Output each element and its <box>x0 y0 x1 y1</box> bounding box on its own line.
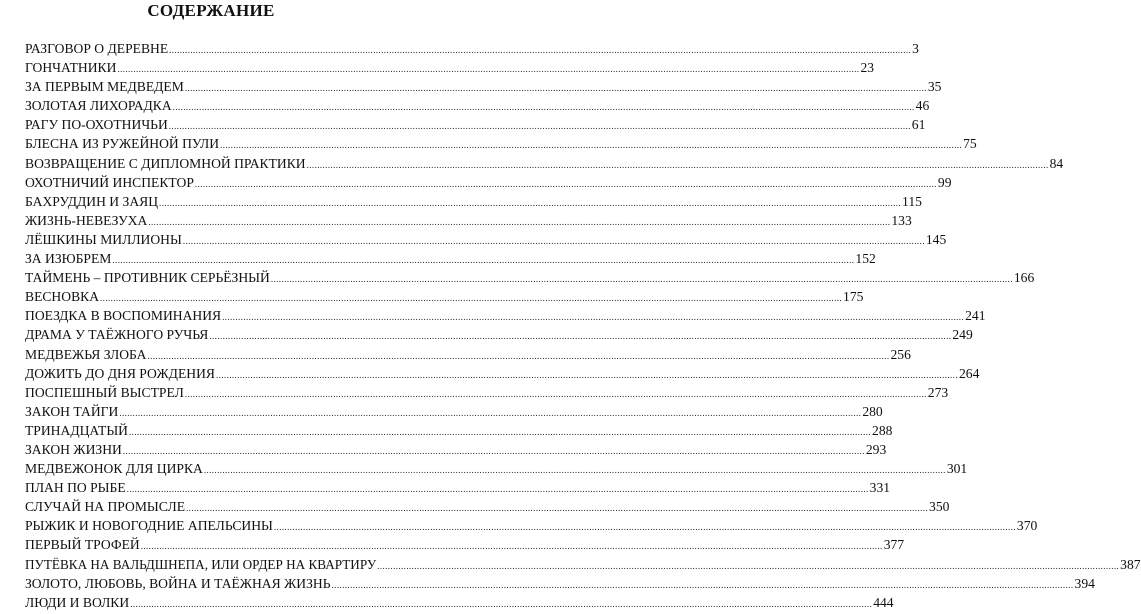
toc-entry <box>25 325 973 344</box>
toc-entry-page-number: 370 <box>1016 518 1038 534</box>
toc-entry <box>25 211 912 230</box>
toc-entry-title: ПОСПЕШНЫЙ ВЫСТРЕЛ <box>25 384 184 400</box>
toc-entry-title: ЖИЗНЬ-НЕВЕЗУХА <box>25 212 148 228</box>
toc-entry-page-number: 35 <box>927 79 942 95</box>
toc-dot-leader <box>220 136 962 155</box>
toc-entry <box>25 230 947 249</box>
toc-entry-page-number: 84 <box>1049 155 1064 171</box>
toc-entry <box>25 77 942 96</box>
toc-dot-leader <box>123 442 865 461</box>
toc-entry <box>25 58 875 77</box>
toc-entry-title: ЗА ПЕРВЫМ МЕДВЕДЕМ <box>25 79 184 95</box>
toc-entry-page-number: 444 <box>873 594 894 610</box>
toc-entry-page-number: 387 <box>1120 556 1141 572</box>
toc-entry <box>25 268 1035 287</box>
toc-dot-leader <box>159 194 901 213</box>
toc-dot-leader <box>173 98 915 117</box>
toc-entry-page-number: 293 <box>865 441 887 457</box>
toc-dot-leader <box>185 385 927 404</box>
toc-entry <box>25 593 894 612</box>
toc-dot-leader <box>130 595 872 614</box>
toc-entry-page-number: 331 <box>869 480 891 496</box>
toc-entry <box>25 39 919 58</box>
toc-entry-title: ЗАКОН ТАЙГИ <box>25 403 119 419</box>
toc-entry <box>25 249 876 268</box>
toc-dot-leader <box>377 557 1119 576</box>
toc-entry-page-number: 394 <box>1074 575 1095 591</box>
toc-entry-page-number: 301 <box>946 461 968 477</box>
toc-entry <box>25 383 949 402</box>
toc-dot-leader <box>148 213 890 232</box>
toc-entry <box>25 154 1064 173</box>
toc-entry-title: ТАЙМЕНЬ – ПРОТИВНИК СЕРЬЁЗНЫЙ <box>25 270 270 286</box>
toc-entry-page-number: 350 <box>929 499 950 515</box>
toc-entry <box>25 478 891 497</box>
toc-entry-title: РАГУ ПО-ОХОТНИЧЬИ <box>25 117 168 133</box>
toc-entry-title: ПЛАН ПО РЫБЕ <box>25 480 126 496</box>
toc-dot-leader <box>271 270 1013 289</box>
toc-dot-leader <box>127 480 869 499</box>
toc-entry-page-number: 241 <box>965 308 986 324</box>
toc-dot-leader <box>209 327 951 346</box>
toc-entry-title: ДОЖИТЬ ДО ДНЯ РОЖДЕНИЯ <box>25 365 215 381</box>
toc-entry <box>25 173 952 192</box>
toc-entry-page-number: 133 <box>891 212 912 228</box>
toc-entry-page-number: 61 <box>911 117 926 133</box>
toc-entry <box>25 192 922 211</box>
toc-entry <box>25 306 986 325</box>
toc-dot-leader <box>129 423 871 442</box>
toc-entry <box>25 364 980 383</box>
toc-dot-leader <box>216 366 958 385</box>
toc-entry <box>25 287 864 306</box>
toc-entry <box>25 555 1141 574</box>
toc-entry <box>25 402 883 421</box>
toc-entry-page-number: 145 <box>925 231 947 247</box>
toc-entry-title: ЛЮДИ И ВОЛКИ <box>25 594 130 610</box>
toc-entry-title: РЫЖИК И НОВОГОДНИЕ АПЕЛЬСИНЫ <box>25 518 273 534</box>
toc-entry-title: ПЕРВЫЙ ТРОФЕЙ <box>25 537 140 553</box>
toc-entry-page-number: 3 <box>912 41 919 56</box>
toc-entry <box>25 459 968 478</box>
toc-entry-title: РАЗГОВОР О ДЕРЕВНЕ <box>25 41 169 56</box>
toc-entry <box>25 497 950 516</box>
toc-entry-title: ВЕСНОВКА <box>25 289 100 305</box>
toc-dot-leader <box>185 79 927 98</box>
toc-entry-title: СЛУЧАЙ НА ПРОМЫСЛЕ <box>25 499 186 515</box>
toc-entry-title: ПУТЁВКА НА ВАЛЬДШНЕПА, ИЛИ ОРДЕР НА КВАРТИРУ <box>25 556 377 572</box>
toc-entry-title: БАХРУДДИН И ЗАЯЦ <box>25 193 159 209</box>
toc-entry-page-number: 99 <box>937 174 952 190</box>
toc-entry <box>25 115 926 134</box>
toc-entry-title: ГОНЧАТНИКИ <box>25 60 117 76</box>
toc-list <box>25 39 1141 612</box>
toc-entry-title: МЕДВЕЖОНОК ДЛЯ ЦИРКА <box>25 461 203 477</box>
toc-entry-title: ЗАКОН ЖИЗНИ <box>25 441 122 457</box>
toc-entry <box>25 345 911 364</box>
toc-entry <box>25 134 977 153</box>
toc-entry-page-number: 152 <box>855 251 876 267</box>
toc-dot-leader <box>183 232 925 251</box>
toc-entry-title: БЛЕСНА ИЗ РУЖЕЙНОЙ ПУЛИ <box>25 136 220 152</box>
toc-entry-title: ЛЁШКИНЫ МИЛЛИОНЫ <box>25 231 182 247</box>
toc-entry-page-number: 23 <box>860 60 875 76</box>
toc-entry-page-number: 249 <box>952 327 973 343</box>
toc-dot-leader <box>274 518 1016 537</box>
toc-entry-title: ЗОЛОТАЯ ЛИХОРАДКА <box>25 98 172 114</box>
toc-dot-leader <box>169 41 911 60</box>
toc-entry-page-number: 377 <box>883 537 905 553</box>
toc-entry <box>25 96 930 115</box>
page-title: СОДЕРЖАНИЕ <box>147 1 275 20</box>
toc-entry <box>25 535 905 554</box>
toc-entry-page-number: 288 <box>872 422 893 438</box>
toc-entry-title: ОХОТНИЧИЙ ИНСПЕКТОР <box>25 174 194 190</box>
toc-entry-title: МЕДВЕЖЬЯ ЗЛОБА <box>25 346 147 362</box>
toc-entry-page-number: 264 <box>958 365 980 381</box>
toc-dot-leader <box>195 175 937 194</box>
toc-entry-title: ЗА ИЗЮБРЕМ <box>25 251 112 267</box>
toc-dot-leader <box>186 499 928 518</box>
toc-entry-page-number: 75 <box>963 136 977 152</box>
toc-entry <box>25 516 1038 535</box>
toc-entry <box>25 421 893 440</box>
toc-dot-leader <box>147 347 889 366</box>
toc-entry-title: ПОЕЗДКА В ВОСПОМИНАНИЯ <box>25 308 222 324</box>
toc-dot-leader <box>119 404 861 423</box>
toc-entry <box>25 440 887 459</box>
toc-dot-leader <box>204 461 946 480</box>
toc-entry-page-number: 166 <box>1013 270 1035 286</box>
toc-entry-title: ВОЗВРАЩЕНИЕ С ДИПЛОМНОЙ ПРАКТИКИ <box>25 155 306 171</box>
toc-entry-page-number: 115 <box>902 193 922 209</box>
toc-entry-page-number: 280 <box>862 403 883 419</box>
toc-entry-page-number: 175 <box>843 289 864 305</box>
toc-dot-leader <box>222 308 964 327</box>
toc-entry-title: ЗОЛОТО, ЛЮБОВЬ, ВОЙНА И ТАЁЖНАЯ ЖИЗНЬ <box>25 575 331 591</box>
toc-dot-leader <box>169 117 911 136</box>
toc-entry-title: ДРАМА У ТАЁЖНОГО РУЧЬЯ <box>25 327 209 343</box>
toc-entry-page-number: 273 <box>927 384 949 400</box>
toc-dot-leader <box>332 576 1074 595</box>
toc-entry-title: ТРИНАДЦАТЫЙ <box>25 422 129 438</box>
toc-dot-leader <box>117 60 859 79</box>
toc-entry <box>25 574 1095 593</box>
toc-entry-page-number: 256 <box>890 346 911 362</box>
toc-entry-page-number: 46 <box>915 98 930 114</box>
